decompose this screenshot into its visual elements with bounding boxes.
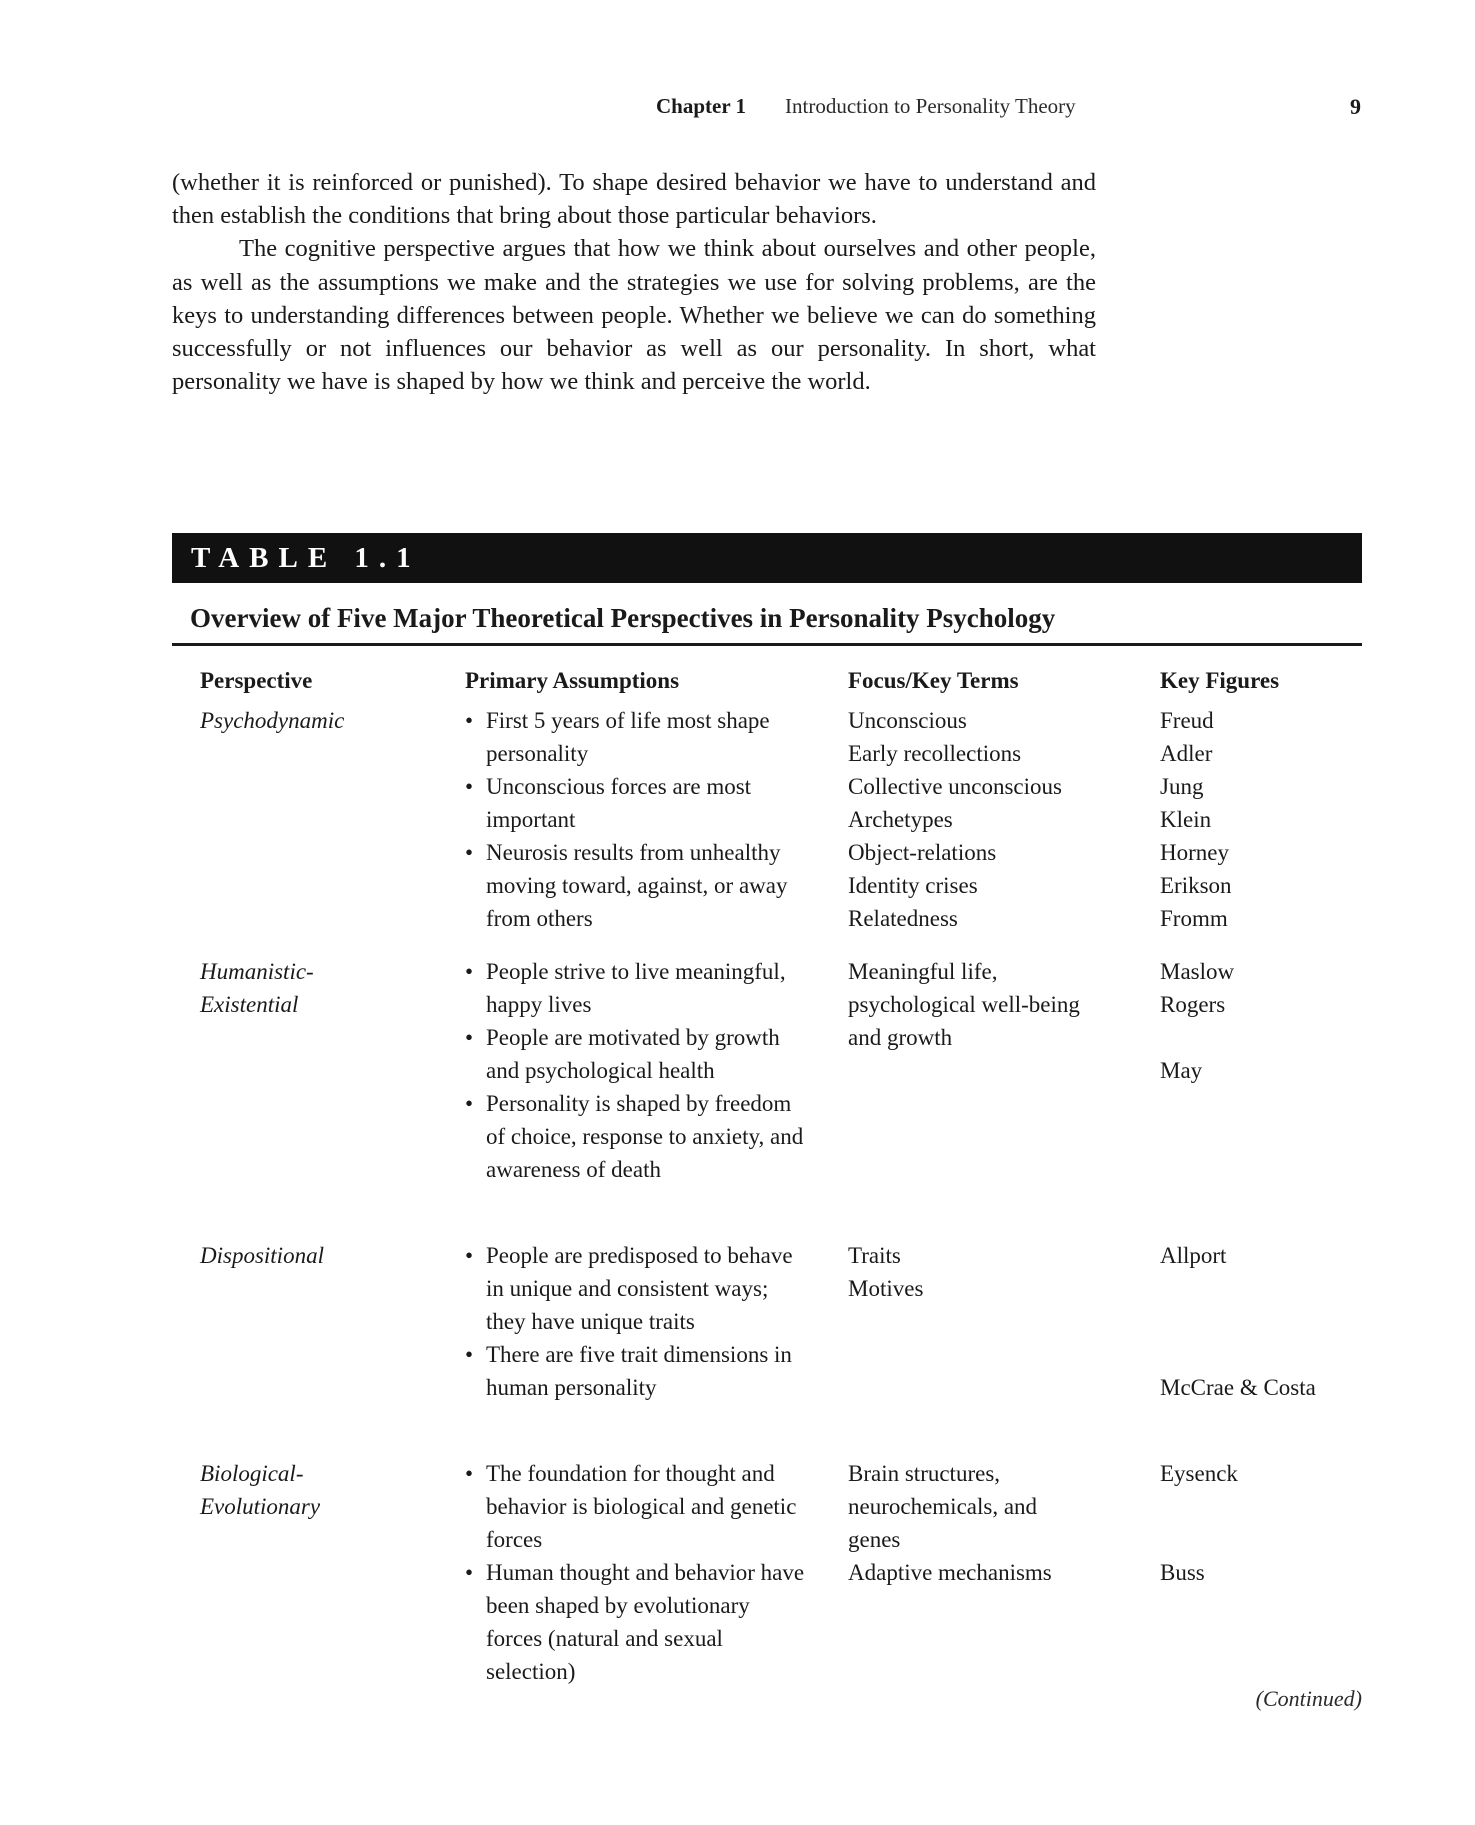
focus-term: Brain structures, bbox=[848, 1461, 1001, 1486]
focus-cell bbox=[848, 704, 1128, 935]
focus-term: and growth bbox=[848, 1025, 953, 1050]
assumption-item: • Human thought and behavior have been shaped by evolutionary forces (natural and sexual selection) bbox=[465, 1556, 810, 1688]
key-figure: Eysenck bbox=[1160, 1461, 1238, 1486]
assumption-item: • There are five trait dimensions in human personality bbox=[465, 1338, 810, 1404]
table-row-psychodynamic bbox=[172, 704, 1362, 955]
perspective-cell bbox=[200, 1457, 450, 1523]
perspective-name: Biological- bbox=[200, 1461, 304, 1486]
focus-term: psychological well-being bbox=[848, 992, 1080, 1017]
perspectives-table bbox=[172, 664, 1362, 1717]
assumption-item: • First 5 years of life most shape personality bbox=[465, 704, 810, 770]
perspective-name: Existential bbox=[200, 992, 299, 1017]
caption-rule bbox=[172, 643, 1362, 646]
assumptions-cell bbox=[465, 704, 810, 935]
chapter-title: Introduction to Personality Theory bbox=[785, 94, 1076, 118]
figure-spacer bbox=[1160, 1490, 1360, 1523]
focus-term: Object-relations bbox=[848, 840, 997, 865]
assumption-item: • Unconscious forces are most important bbox=[465, 770, 810, 836]
figures-cell bbox=[1160, 704, 1360, 935]
key-figure: Freud bbox=[1160, 708, 1214, 733]
body-paragraph: (whether it is reinforced or punished). To shape desired behavior we have to understand and then establish the conditions that bring about those particular behaviors. bbox=[172, 169, 1096, 230]
assumption-item: • People are predisposed to behave in unique and consistent ways; they have unique traits bbox=[465, 1239, 810, 1338]
continued-note: (Continued) bbox=[1255, 1686, 1362, 1711]
key-figure: Adler bbox=[1160, 741, 1213, 766]
assumption-item: • Personality is shaped by freedom of choice, response to anxiety, and awareness of death bbox=[465, 1087, 810, 1186]
perspective-name: Evolutionary bbox=[200, 1494, 321, 1519]
column-header-focus: Focus/Key Terms bbox=[848, 668, 1019, 693]
key-figure: Maslow bbox=[1160, 959, 1235, 984]
key-figure: Buss bbox=[1160, 1560, 1205, 1585]
assumptions-cell bbox=[465, 955, 810, 1186]
assumption-item: • The foundation for thought and behavior is biological and genetic forces bbox=[465, 1457, 810, 1556]
assumptions-cell bbox=[465, 1457, 810, 1688]
focus-term: Archetypes bbox=[848, 807, 953, 832]
page-number: 9 bbox=[1350, 94, 1361, 119]
column-header-perspective: Perspective bbox=[200, 668, 313, 693]
assumptions-list bbox=[465, 1457, 810, 1688]
focus-term: Unconscious bbox=[848, 708, 967, 733]
focus-term: Identity crises bbox=[848, 873, 978, 898]
table-row-humanistic-existential bbox=[172, 955, 1362, 1239]
table-row-biological-evolutionary bbox=[172, 1457, 1362, 1717]
figures-cell bbox=[1160, 955, 1360, 1087]
table-banner: TABLE 1.1 bbox=[172, 533, 1362, 583]
figure-spacer bbox=[1160, 1272, 1360, 1305]
assumption-item: • Neurosis results from unhealthy moving toward, against, or away from others bbox=[465, 836, 810, 935]
focus-term: genes bbox=[848, 1527, 901, 1552]
perspective-name: Humanistic- bbox=[200, 959, 314, 984]
key-figure: Erikson bbox=[1160, 873, 1232, 898]
focus-cell bbox=[848, 955, 1128, 1054]
focus-term: Early recollections bbox=[848, 741, 1022, 766]
table-header-row bbox=[172, 664, 1362, 704]
assumptions-cell bbox=[465, 1239, 810, 1404]
perspective-name: Dispositional bbox=[200, 1243, 324, 1268]
focus-term: Motives bbox=[848, 1276, 924, 1301]
assumptions-list bbox=[465, 955, 810, 1186]
figures-cell bbox=[1160, 1457, 1360, 1589]
body-text bbox=[172, 166, 1096, 398]
figure-spacer bbox=[1160, 1305, 1360, 1338]
column-header-assumptions: Primary Assumptions bbox=[465, 668, 680, 693]
perspective-name: Psychodynamic bbox=[200, 708, 345, 733]
key-figure: McCrae & Costa bbox=[1160, 1375, 1316, 1400]
running-header bbox=[0, 94, 1475, 124]
figure-spacer bbox=[1160, 1523, 1360, 1556]
key-figure: Allport bbox=[1160, 1243, 1227, 1268]
focus-term: Traits bbox=[848, 1243, 901, 1268]
perspective-cell bbox=[200, 704, 450, 737]
key-figure: Jung bbox=[1160, 774, 1204, 799]
key-figure: Horney bbox=[1160, 840, 1229, 865]
focus-cell bbox=[848, 1239, 1128, 1305]
body-paragraph: The cognitive perspective argues that how we think about ourselves and other people, as well as the assumptions we make and the strategies we use for solving problems, are the keys to understanding differences between people. Whether we believe we can do something successfully or not influences our behavior as well as our personality. In short, what personality we have is shaped by how we think and perceive the world. bbox=[172, 235, 1096, 396]
assumption-item: • People strive to live meaningful, happy lives bbox=[465, 955, 810, 1021]
focus-term: Collective unconscious bbox=[848, 774, 1062, 799]
focus-cell bbox=[848, 1457, 1128, 1589]
assumptions-list bbox=[465, 1239, 810, 1404]
focus-term: Meaningful life, bbox=[848, 959, 998, 984]
figures-cell bbox=[1160, 1239, 1360, 1404]
table-row-dispositional bbox=[172, 1239, 1362, 1457]
column-header-figures: Key Figures bbox=[1160, 668, 1280, 693]
focus-term: Adaptive mechanisms bbox=[848, 1560, 1052, 1585]
table-caption: Overview of Five Major Theoretical Perspectives in Personality Psychology bbox=[190, 603, 1056, 633]
perspective-cell bbox=[200, 1239, 450, 1272]
figure-spacer bbox=[1160, 1338, 1360, 1371]
focus-term: Relatedness bbox=[848, 906, 958, 931]
focus-term: neurochemicals, and bbox=[848, 1494, 1038, 1519]
figure-spacer bbox=[1160, 1021, 1360, 1054]
perspective-cell bbox=[200, 955, 450, 1021]
assumptions-list bbox=[465, 704, 810, 935]
key-figure: Rogers bbox=[1160, 992, 1226, 1017]
key-figure: May bbox=[1160, 1058, 1203, 1083]
chapter-label: Chapter 1 bbox=[656, 94, 747, 118]
assumption-item: • People are motivated by growth and psychological health bbox=[465, 1021, 810, 1087]
key-figure: Fromm bbox=[1160, 906, 1228, 931]
key-figure: Klein bbox=[1160, 807, 1212, 832]
